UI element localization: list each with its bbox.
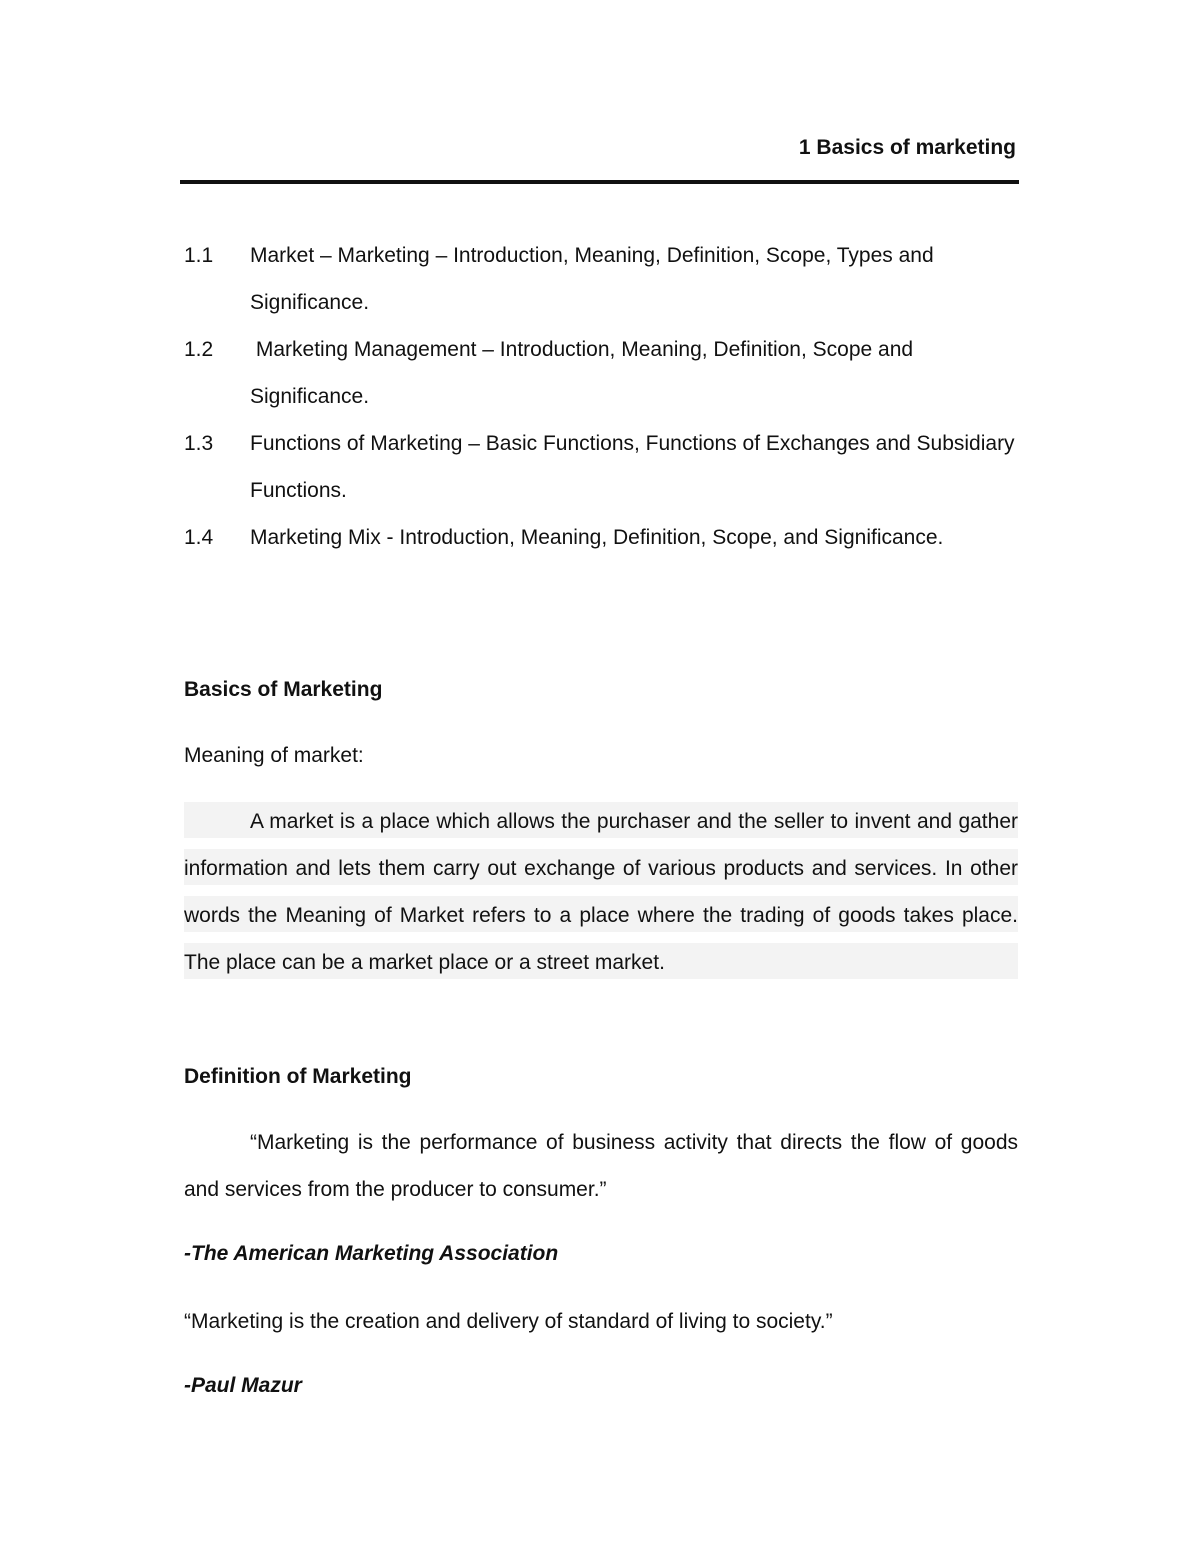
quote-2: “Marketing is the creation and delivery of standard of living to society.” <box>184 1310 833 1333</box>
market-heading: Meaning of market: <box>184 744 364 767</box>
outline-number: 1.4 <box>184 526 214 549</box>
market-paragraph: A market is a place which allows the purchaser and the seller to invent and gather information and lets them carry out exchange of various products and services. In other words the Meaning of Market refers to a place where the trading of goods takes place. The place can be a market place or a street market. <box>184 798 1018 986</box>
outline-text: Market – Marketing – Introduction, Meaning, Definition, Scope, Types and Significance. <box>250 244 934 314</box>
outline-item <box>184 420 1020 514</box>
outline-number: 1.1 <box>184 244 214 267</box>
header-rule <box>180 180 1019 184</box>
quote-1: “Marketing is the performance of business activity that directs the flow of goods and services from the producer to consumer.” <box>184 1131 1018 1201</box>
outline-number: 1.3 <box>184 432 214 455</box>
quote-1-author: -The American Marketing Association <box>184 1242 559 1265</box>
quote-2-author: -Paul Mazur <box>184 1374 302 1397</box>
outline-item <box>184 326 1020 420</box>
running-header: 1 Basics of marketing <box>798 136 1016 159</box>
outline-text: Marketing Mix - Introduction, Meaning, Definition, Scope, and Significance. <box>250 526 944 549</box>
outline-number: 1.2 <box>184 338 214 361</box>
chapter-outline <box>184 232 1020 561</box>
outline-text: Marketing Management – Introduction, Meaning, Definition, Scope and Significance. <box>250 338 919 408</box>
outline-item <box>184 514 1020 561</box>
outline-item <box>184 232 1020 326</box>
section-heading: Basics of Marketing <box>184 678 383 701</box>
definition-heading: Definition of Marketing <box>184 1065 412 1088</box>
outline-text: Functions of Marketing – Basic Functions, Functions of Exchanges and Subsidiary Functions. <box>250 432 1015 502</box>
